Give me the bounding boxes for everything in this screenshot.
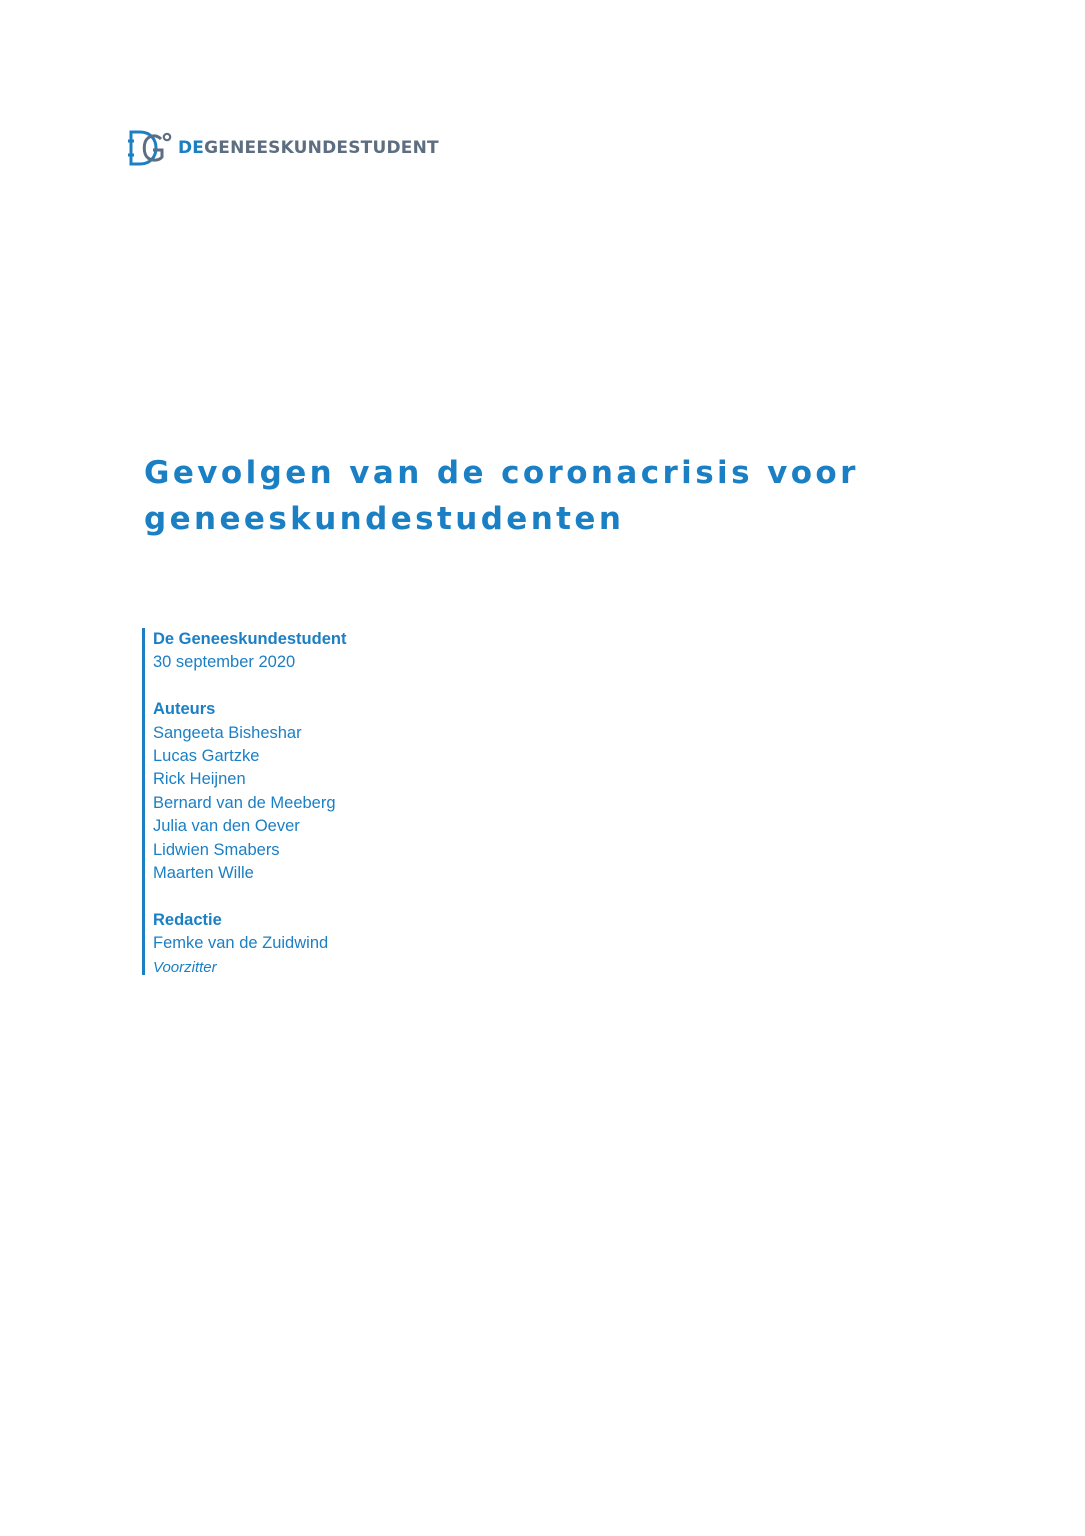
author-name: Maarten Wille (153, 864, 254, 883)
author-name: Lucas Gartzke (153, 747, 260, 766)
publisher-name: De Geneeskundestudent (153, 630, 347, 648)
editor-role: Voorzitter (153, 958, 217, 976)
publication-date: 30 september 2020 (153, 653, 296, 672)
brand-name: GENEESKUNDESTUDENT (204, 137, 439, 158)
spacer (153, 885, 346, 908)
brand-wordmark (178, 137, 439, 158)
spacer (153, 675, 346, 698)
author-name: Sangeeta Bisheshar (153, 723, 302, 742)
author-name: Lidwien Smabers (153, 840, 280, 859)
brand-prefix: DE (178, 137, 205, 158)
document-info-block (142, 628, 346, 975)
author-name: Rick Heijnen (153, 770, 246, 789)
title-line-1: Gevolgen van de coronacrisis voor (144, 455, 859, 491)
editorial-heading: Redactie (153, 910, 222, 929)
author-name: Julia van den Oever (153, 817, 300, 836)
editor-name: Femke van de Zuidwind (153, 934, 329, 953)
document-title (144, 450, 1004, 542)
dgs-monogram-icon (128, 128, 172, 168)
authors-heading: Auteurs (153, 700, 216, 719)
title-line-2: geneeskundestudenten (144, 501, 625, 537)
author-name: Bernard van de Meeberg (153, 793, 336, 812)
brand-logo (128, 128, 439, 168)
